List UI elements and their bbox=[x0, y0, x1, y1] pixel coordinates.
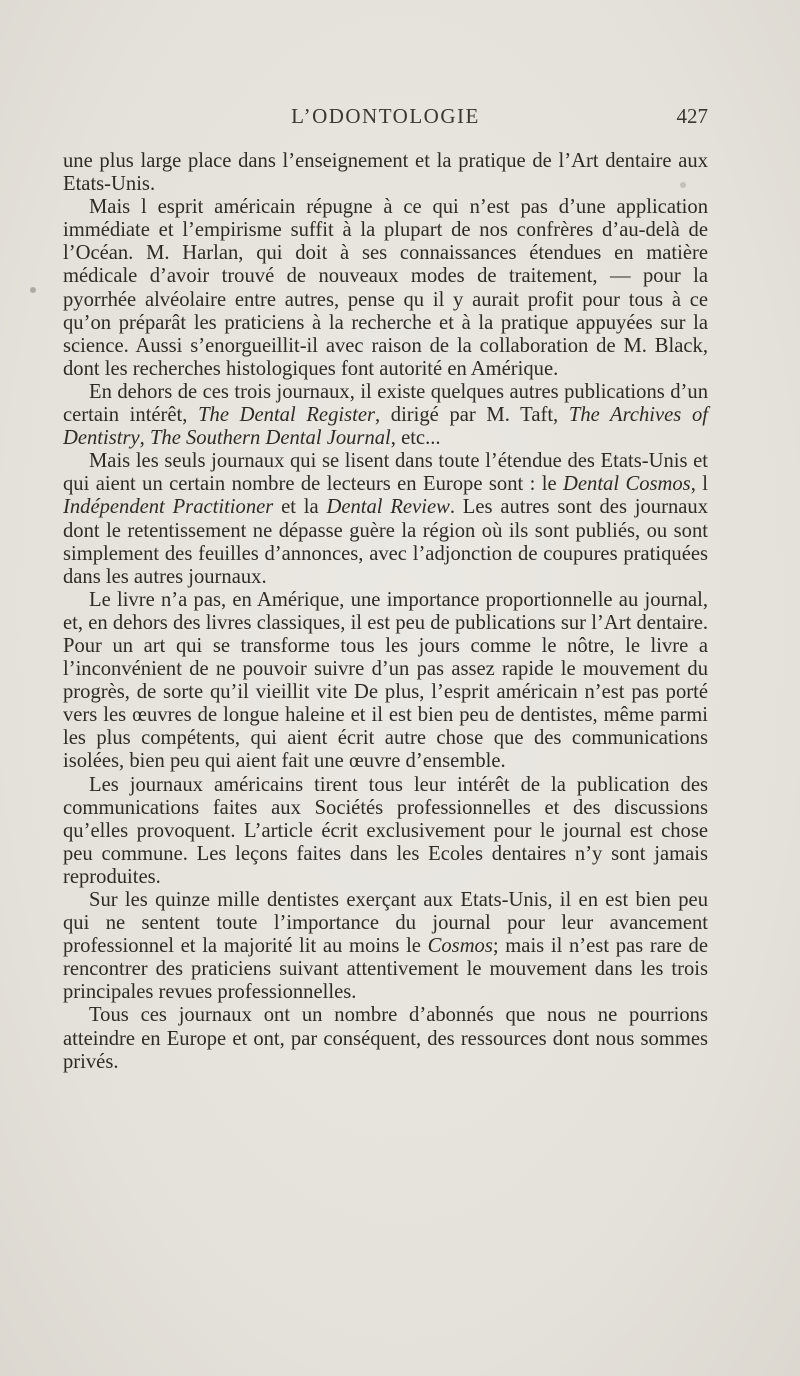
italic-title: The Southern Dental Journal bbox=[149, 427, 391, 450]
paragraph bbox=[63, 589, 708, 774]
italic-title: Indépendent Practitioner bbox=[63, 496, 274, 519]
text-run: Le livre n’a pas, en Amérique, une importance proportionnelle au journal, et, en dehors des livres classiques, il est peu de publications sur l’Art dentaire. Pour un art qui se transforme tous les jours comme le nôtre, le livre a l’inconvénient de ne pouvoir suivre d’un pas assez rapide le mouvement du progrès, de sorte qu’il vieillit vite De plus, l’esprit américain n’est pas porté vers les œuvres de longue haleine et il est bien peu de dentistes, même parmi les plus compétents, qui aient écrit autre chose que des communications isolées, bien peu qui aient fait une œuvre d’ensemble. bbox=[63, 588, 708, 773]
paragraph bbox=[63, 196, 708, 381]
italic-title: The Archives of Dentistry bbox=[63, 404, 708, 450]
page-number: 427 bbox=[676, 104, 708, 128]
italic-title: The Dental Register bbox=[198, 404, 375, 427]
text-run: . Les autres sont des journaux dont le retentissement ne dépasse guère la région où ils sont publiés, ou sont simplement des feuilles d’annonces, avec l’adjonction de coupures pratiquées dans les autres journaux. bbox=[63, 496, 708, 588]
margin-speck bbox=[30, 287, 36, 293]
text-body bbox=[63, 150, 708, 1074]
text-run: , dirigé par M. Taft, bbox=[374, 404, 569, 427]
text-run: , etc... bbox=[390, 427, 441, 450]
text-run: et la bbox=[273, 496, 327, 519]
paragraph bbox=[63, 1004, 708, 1073]
italic-title: Dental Cosmos bbox=[563, 473, 691, 496]
text-run: , l bbox=[690, 473, 708, 496]
text-run: En dehors de ces trois journaux, il existe quelques autres publications d’un certain intérêt, bbox=[63, 380, 708, 427]
paragraph bbox=[63, 774, 708, 889]
text-run: Mais les seuls journaux qui se lisent dans toute l’étendue des Etats-Unis et qui aient un certain nombre de lecteurs en Europe sont : le bbox=[63, 450, 708, 496]
text-run: une plus large place dans l’enseignement et la pratique de l’Art dentaire aux Etats-Unis. bbox=[63, 150, 708, 196]
paragraph bbox=[63, 150, 708, 196]
text-run: ; mais il n’est pas rare de rencontrer des praticiens suivant attentivement le mouvement dans les trois principales revues professionnelles. bbox=[63, 935, 708, 1004]
running-head bbox=[63, 104, 708, 134]
paragraph bbox=[63, 381, 708, 450]
text-run: , bbox=[139, 427, 150, 450]
paragraph bbox=[63, 889, 708, 1004]
text-run: Les journaux américains tirent tous leur intérêt de la publication des communications faites aux Sociétés professionnelles et des discussions qu’elles provoquent. L’article écrit exclusivement pour le journal est chose peu commune. Les leçons faites dans les Ecoles dentaires n’y sont jamais reproduites. bbox=[63, 773, 708, 888]
italic-title: Cosmos bbox=[427, 935, 493, 958]
text-run: Mais l esprit américain répugne à ce qui n’est pas d’une application immédiate et l’empirisme suffit à la plupart de nos confrères d’au-delà de l’Océan. M. Harlan, qui doit à ses connaissances étendues en matière médicale d’avoir trouvé de nouveaux modes de traitement, — pour la pyorrhée alvéolaire entre autres, pense qu il y aurait profit pour tous à ce qu’on préparât les praticiens à la recherche et à la pratique appuyées sur la science. Aussi s’enorgueillit-il avec raison de la collaboration de M. Black, dont les recherches histologiques font autorité en Amérique. bbox=[63, 196, 708, 380]
italic-title: Dental Review bbox=[326, 496, 450, 519]
journal-title: L’ODONTOLOGIE bbox=[291, 104, 480, 128]
paragraph bbox=[63, 450, 708, 589]
text-run: Sur les quinze mille dentistes exerçant aux Etats-Unis, il en est bien peu qui ne sentent toute l’importance du journal pour leur avancement professionnel et la majorité lit au moins le bbox=[63, 889, 708, 958]
text-run: Tous ces journaux ont un nombre d’abonnés que nous ne pourrions atteindre en Europe et ont, par conséquent, des ressources dont nous sommes privés. bbox=[63, 1004, 708, 1073]
